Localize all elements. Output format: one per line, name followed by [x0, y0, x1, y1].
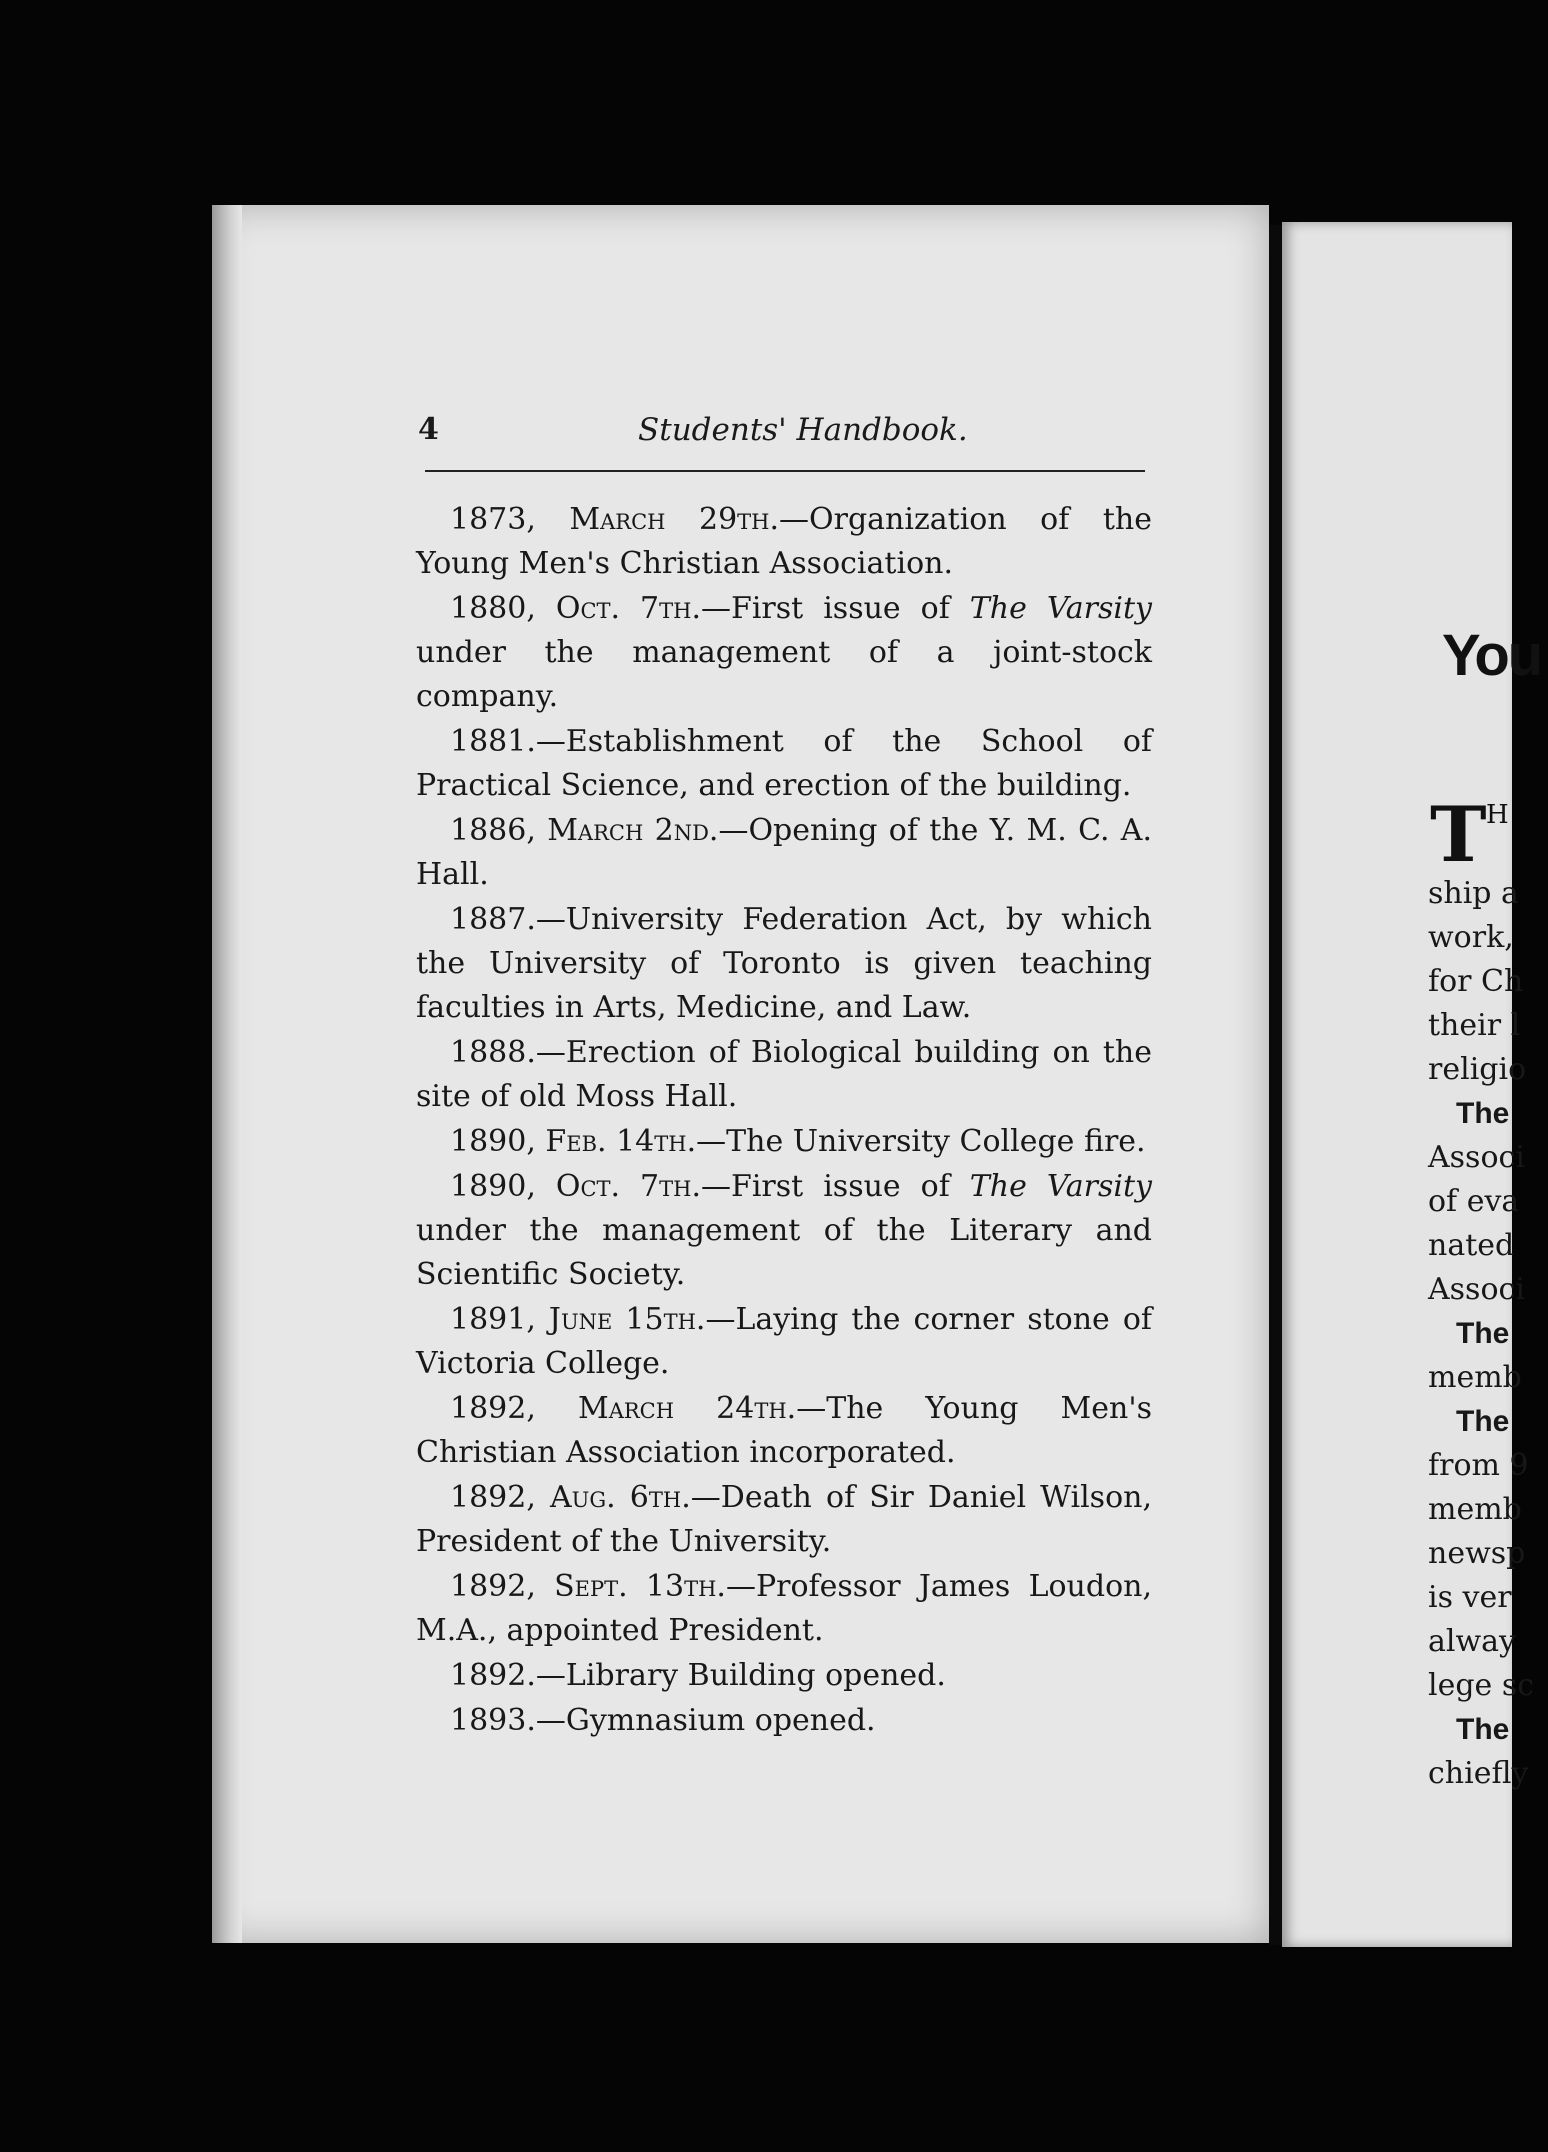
- chronology-entry: [416, 1031, 1152, 1119]
- entry-text: —Library Building opened.: [535, 1658, 946, 1693]
- entry-date: 1891,: [450, 1302, 536, 1337]
- right-page-line: nated: [1428, 1228, 1515, 1263]
- right-page-line: The: [1456, 1405, 1510, 1438]
- entry-date: 1892,: [450, 1480, 536, 1515]
- entry-month-day: June 15th.: [535, 1302, 706, 1337]
- running-head: [418, 412, 1148, 462]
- entry-text: —Gymnasium opened.: [535, 1703, 876, 1738]
- chronology-entry: [416, 498, 1152, 586]
- entry-date: 1892.: [450, 1658, 536, 1693]
- chronology-entry: [416, 1120, 1152, 1164]
- right-page-text-lines: [1428, 872, 1548, 1796]
- entry-text: —First issue of: [701, 591, 970, 626]
- right-page-line: The: [1456, 1097, 1510, 1130]
- right-page-line: chiefly: [1428, 1756, 1529, 1791]
- right-page-line: lege sc: [1428, 1668, 1535, 1703]
- chronology-entry: [416, 1699, 1152, 1743]
- chronology-entry: [416, 1565, 1152, 1653]
- entry-text: —University Federation Act, by which the University of Toronto is given teaching faculties in Arts, Medicine, and Law.: [416, 902, 1152, 1025]
- entry-date: 1888.: [450, 1035, 536, 1070]
- entry-date: 1890,: [450, 1124, 536, 1159]
- entry-date: 1880,: [450, 591, 536, 626]
- entry-date: 1881.: [450, 724, 536, 759]
- chronology-entry: [416, 898, 1152, 1030]
- entry-date: 1886,: [450, 813, 536, 848]
- drop-cap-initial: T: [1430, 790, 1487, 879]
- entry-month-day: Oct. 7th.: [535, 1169, 702, 1204]
- entry-date: 1892,: [450, 1569, 536, 1604]
- entry-text: —Professor James Loudon, M.A., appointed President.: [416, 1569, 1152, 1648]
- right-page-line: The: [1456, 1317, 1510, 1350]
- entry-text: —Organization of the Young Men's Christian Association.: [416, 502, 1152, 581]
- entry-text: —The University College fire.: [696, 1124, 1146, 1159]
- right-page-line: alway: [1428, 1624, 1516, 1659]
- entry-text: —Death of Sir Daniel Wilson, President of the University.: [416, 1480, 1152, 1559]
- chronology-entry: [416, 720, 1152, 808]
- header-rule: [425, 470, 1145, 472]
- running-title: Students' Handbook.: [638, 412, 968, 448]
- chronology-entry: [416, 1387, 1152, 1475]
- entry-text: —Laying the corner stone of Victoria College.: [416, 1302, 1152, 1381]
- right-page-line: Associ: [1428, 1140, 1525, 1175]
- entry-month-day: March 24th.: [535, 1391, 797, 1426]
- right-page-line: Associ: [1428, 1272, 1525, 1307]
- right-page-line: religio: [1428, 1052, 1527, 1087]
- entry-month-day: March 29th.: [535, 502, 780, 537]
- entry-text-continued: under the management of a joint-stock company.: [416, 635, 1152, 714]
- right-page-line: of eva: [1428, 1184, 1520, 1219]
- right-page-line: from 9: [1428, 1448, 1529, 1483]
- chronology-entry: [416, 1654, 1152, 1698]
- right-page-line: their l: [1428, 1008, 1521, 1043]
- right-page-line: memb: [1428, 1492, 1522, 1527]
- entry-italic-title: The Varsity: [969, 591, 1152, 626]
- drop-cap-continuation: H: [1486, 800, 1509, 830]
- right-page-line: is ver: [1428, 1580, 1512, 1615]
- chronology-entry: [416, 1165, 1152, 1297]
- entry-text-continued: under the management of the Literary and Scientific Society.: [416, 1213, 1152, 1292]
- right-page-line: work,: [1428, 920, 1514, 955]
- right-page-line: newsp: [1428, 1536, 1526, 1571]
- right-page-line: ship a: [1428, 876, 1519, 911]
- entry-date: 1873,: [450, 502, 536, 537]
- entry-date: 1892,: [450, 1391, 536, 1426]
- entry-month-day: Oct. 7th.: [535, 591, 702, 626]
- entry-text: —First issue of: [701, 1169, 970, 1204]
- chronology-list: [416, 498, 1152, 1744]
- page-number: 4: [418, 412, 439, 447]
- entry-month-day: Sept. 13th.: [535, 1569, 726, 1604]
- entry-date: 1893.: [450, 1703, 536, 1738]
- entry-date: 1887.: [450, 902, 536, 937]
- entry-text: —Erection of Biological building on the site of old Moss Hall.: [416, 1035, 1152, 1114]
- chronology-entry: [416, 809, 1152, 897]
- entry-month-day: Aug. 6th.: [535, 1480, 691, 1515]
- chronology-entry: [416, 1476, 1152, 1564]
- entry-text: —Opening of the Y. M. C. A. Hall.: [416, 813, 1153, 892]
- entry-date: 1890,: [450, 1169, 536, 1204]
- entry-text: —Establishment of the School of Practical Science, and erection of the building.: [416, 724, 1152, 803]
- entry-italic-title: The Varsity: [969, 1169, 1152, 1204]
- entry-month-day: March 2nd.: [535, 813, 719, 848]
- right-page-title-fragment: You: [1442, 623, 1542, 688]
- entry-month-day: Feb. 14th.: [535, 1124, 697, 1159]
- right-page-line: for Ch: [1428, 964, 1524, 999]
- chronology-entry: [416, 587, 1152, 719]
- right-page-line: memb: [1428, 1360, 1522, 1395]
- entry-text: —The Young Men's Christian Association incorporated.: [416, 1391, 1152, 1470]
- book-gutter: [1269, 225, 1282, 1945]
- right-page-line: The: [1456, 1713, 1510, 1746]
- chronology-entry: [416, 1298, 1152, 1386]
